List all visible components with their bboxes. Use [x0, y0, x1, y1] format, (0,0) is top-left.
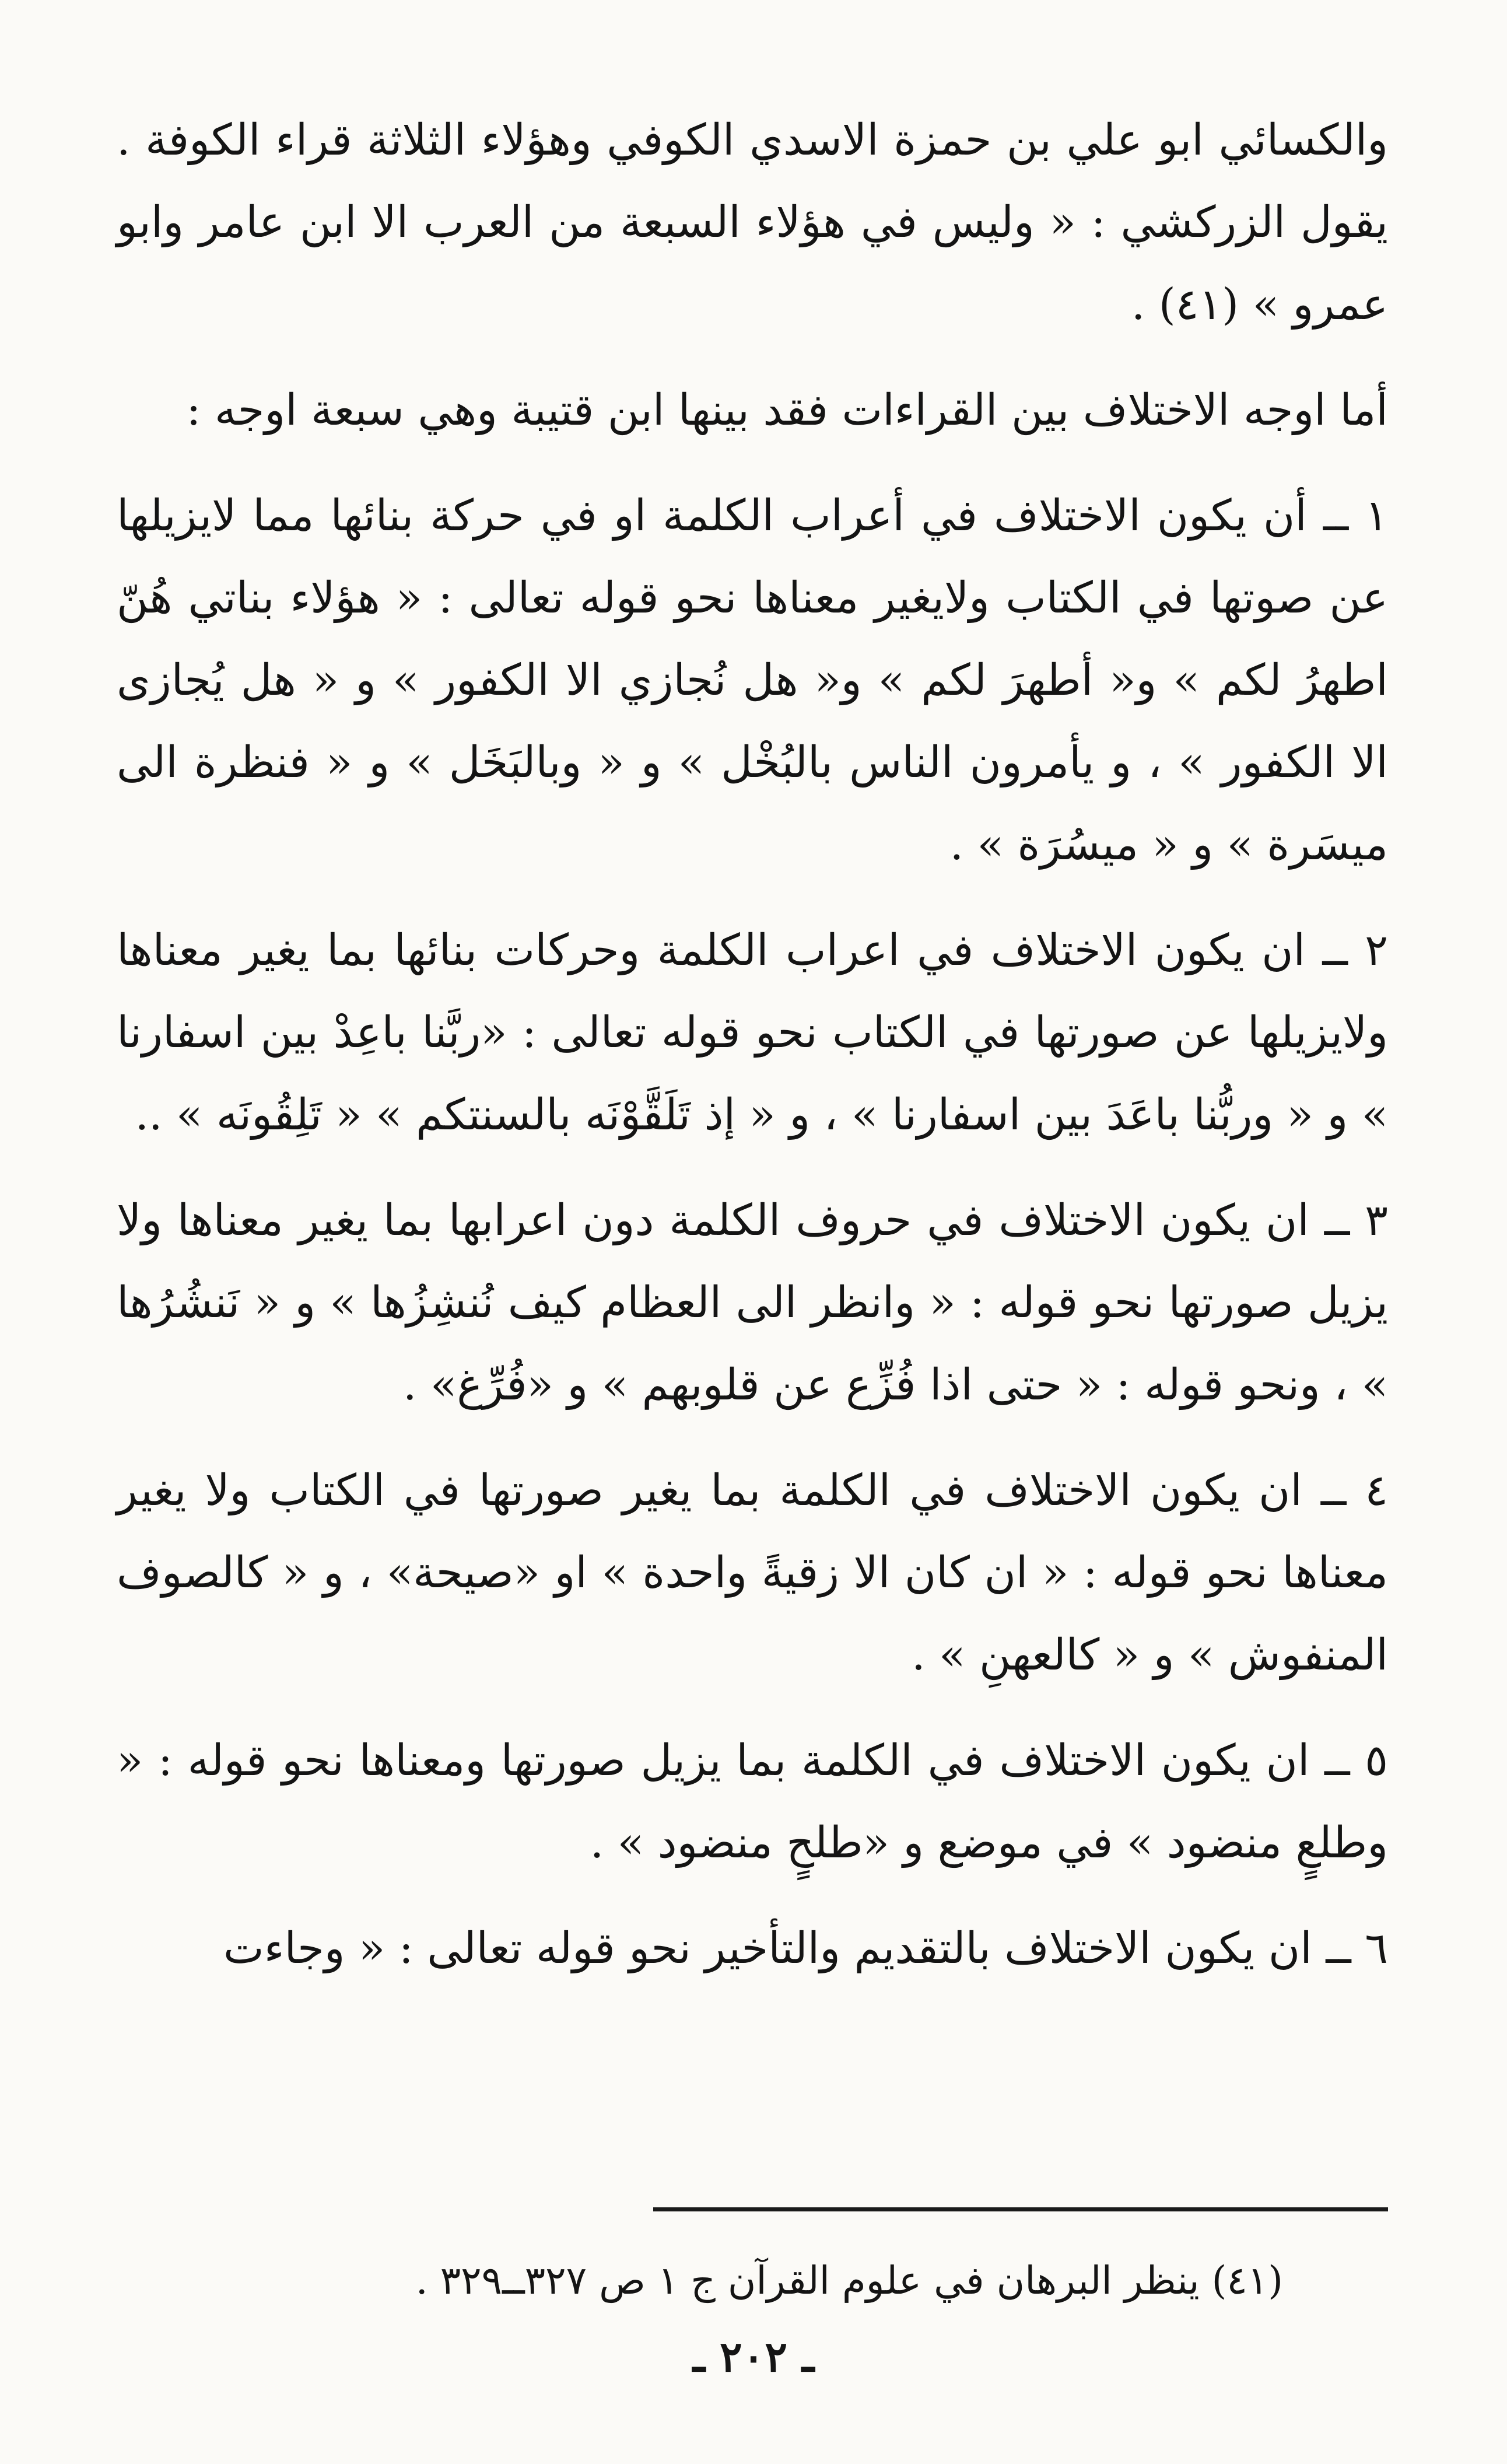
paragraph-2: أما اوجه الاختلاف بين القراءات فقد بينها ابن قتيبة وهي سبعة اوجه : [186, 385, 1388, 435]
paragraph-7: ٥ ــ ان يكون الاختلاف في الكلمة بما يزيل صورتها ومعناها نحو قوله : « وطلعٍ منضود » في موضع و «طلحٍ منضود » . [117, 1735, 1388, 1868]
paragraph-5: ٣ ــ ان يكون الاختلاف في حروف الكلمة دون اعرابها بما يغير معناها ولا يزيل صورتها نحو قوله : « وانظر الى العظام كيف نُنشِزُها » و « نَنشُرُها » ، ونحو قوله : « حتى اذا فُزِّع عن قلوبهم » و «فُرِّغ» . [117, 1195, 1388, 1410]
footnote: (٤١) ينظر البرهان في علوم القرآن ج ١ ص ٣٢٧ــ٣٢٩ . [415, 2258, 1283, 2303]
footnote-divider [653, 2207, 1388, 2211]
paragraph-4: ٢ ــ ان يكون الاختلاف في اعراب الكلمة وحركات بنائها بما يغير معناها ولايزيلها عن صورتها في الكتاب نحو قوله تعالى : «ربَّنا باعِدْ بين اسفارنا » و « وربُّنا باعَدَ بين اسفارنا » ، و « إذ تَلَقَّوْنَه بالسنتكم » « تَلِقُونَه » .. [117, 925, 1388, 1140]
page-number: ـ ٢٠٢ ـ [692, 2332, 815, 2381]
paragraph-1: والكسائي ابو علي بن حمزة الاسدي الكوفي وهؤلاء الثلاثة قراء الكوفة . يقول الزركشي : « وليس في هؤلاء السبعة من العرب الا ابن عامر وابو عمرو » (٤١) . [117, 115, 1388, 330]
paragraph-6: ٤ ــ ان يكون الاختلاف في الكلمة بما يغير صورتها في الكتاب ولا يغير معناها نحو قوله : « ان كان الا زقيةً واحدة » او «صيحة» ، و « كالصوف المنفوش » و « كالعهنِ » . [117, 1465, 1388, 1680]
paragraph-3: ١ ــ أن يكون الاختلاف في أعراب الكلمة او في حركة بنائها مما لايزيلها عن صوتها في الكتاب ولايغير معناها نحو قوله تعالى : « هؤلاء بناتي هُنّ اطهرُ لكم » و« أطهرَ لكم » و« هل نُجازي الا الكفور » و « هل يُجازى الا الكفور » ، و يأمرون الناس بالبُخْل » و « وبالبَخَل » و « فنظرة الى ميسَرة » و « ميسُرَة » . [117, 491, 1388, 870]
paragraph-8: ٦ ــ ان يكون الاختلاف بالتقديم والتأخير نحو قوله تعالى : « وجاءت [223, 1923, 1388, 1973]
main-text [117, 99, 1388, 2013]
